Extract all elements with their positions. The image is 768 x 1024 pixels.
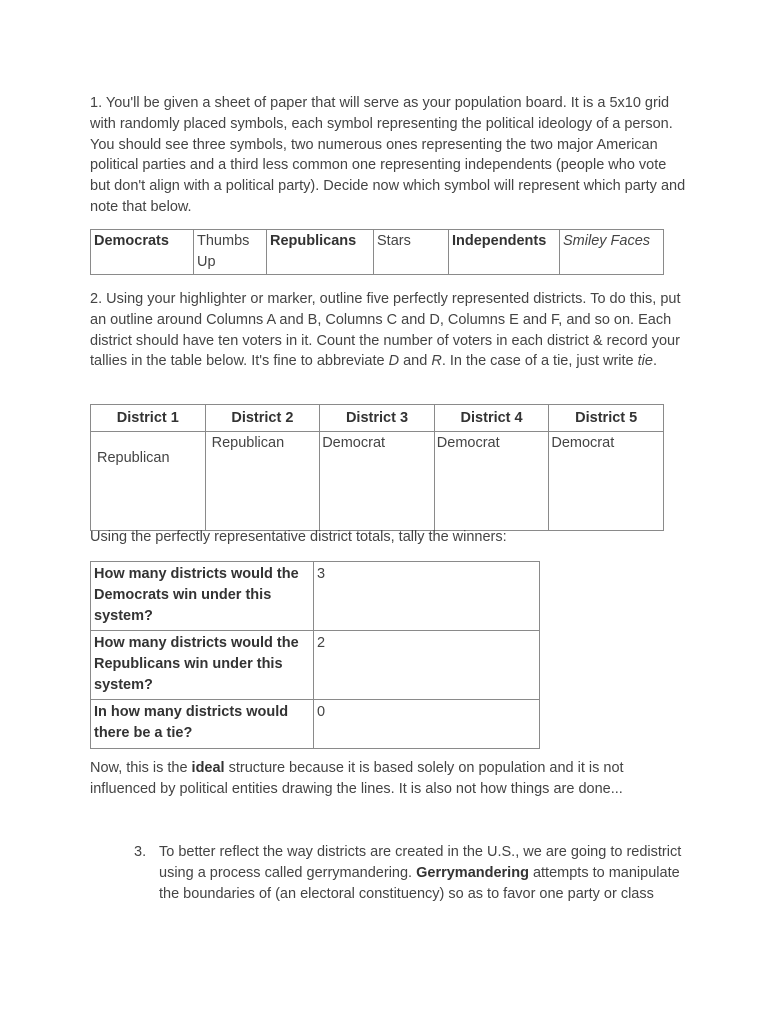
republicans-label: Republicans — [267, 230, 374, 275]
step-3-bold: Gerrymandering — [416, 864, 529, 881]
district-4-value: Democrat — [434, 432, 549, 531]
republicans-symbol: Stars — [374, 230, 449, 275]
step-2-instructions — [90, 289, 690, 372]
independents-label: Independents — [449, 230, 560, 275]
democrats-symbol: Thumbs Up — [194, 230, 267, 275]
ideal-bold: ideal — [191, 760, 225, 776]
independents-symbol: Smiley Faces — [560, 230, 664, 275]
step-3-text — [159, 842, 694, 904]
step-3-post: attempts to manipulate the boundaries of (an electoral constituency) so as to favor one party or class — [159, 864, 680, 902]
ideal-structure-note — [90, 758, 690, 800]
tally-question-ties: In how many districts would there be a tie? — [91, 700, 314, 749]
step-1-instructions: 1. You'll be given a sheet of paper that will serve as your population board. It is a 5x10 grid with randomly placed symbols, each symbol representing the political ideology of a person. You should see three symbols, two numerous ones representing the two major American political parties and a third less common one representing independents (people who vote but don't align with a political party). Decide now which symbol will represent which party and note that below. — [90, 95, 686, 215]
ideal-pre: Now, this is the — [90, 760, 192, 776]
step-2-tie: tie — [637, 353, 653, 370]
democrats-label: Democrats — [91, 230, 194, 275]
tally-answer-democrats: 3 — [314, 562, 540, 631]
party-symbol-table — [90, 229, 664, 275]
district-values-row — [91, 432, 664, 531]
step-2-end: . — [652, 353, 658, 370]
tally-row-republicans — [91, 631, 540, 700]
step-2-abbrev-r: R — [431, 353, 442, 370]
district-4-header: District 4 — [434, 405, 549, 432]
step-2-text-a: 2. Using your highlighter or marker, outline five perfectly represented districts. To do this, put an outline around Columns A and B, Columns C and D, Columns E and F, and so on. Each district should have ten voters in it. Count the number of voters in each district & record your tallies in the table below. It's fine to abbreviate — [90, 291, 681, 370]
tally-answer-republicans: 2 — [314, 631, 540, 700]
step-3-list-item — [134, 842, 694, 904]
step-3-pre: To better reflect the way districts are created in the U.S., we are going to redistrict using a process called gerrymandering. — [159, 844, 682, 881]
district-2-value: Republican — [205, 432, 320, 531]
district-results-table — [90, 404, 664, 531]
tally-row-ties — [91, 700, 540, 749]
ideal-post: structure because it is based solely on population and it is not influenced by political entities drawing the lines. It is also not how things are done... — [90, 760, 624, 797]
tally-row-democrats — [91, 562, 540, 631]
district-1-value: Republican — [91, 432, 206, 531]
step-2-text-b: . In the case of a tie, just write — [441, 353, 638, 370]
tally-intro: Using the perfectly representative district totals, tally the winners: — [90, 529, 507, 545]
tally-question-democrats: How many districts would the Democrats win under this system? — [91, 562, 314, 631]
district-3-value: Democrat — [320, 432, 435, 531]
step-3-number: 3. — [134, 844, 147, 860]
step-2-abbrev-d: D — [388, 353, 400, 370]
district-3-header: District 3 — [320, 405, 435, 432]
step-2-and: and — [399, 353, 432, 370]
district-header-row — [91, 405, 664, 432]
tally-answer-ties: 0 — [314, 700, 540, 749]
party-symbol-row — [91, 230, 664, 275]
district-2-header: District 2 — [205, 405, 320, 432]
tally-table — [90, 561, 540, 749]
district-1-header: District 1 — [91, 405, 206, 432]
district-5-value: Democrat — [549, 432, 664, 531]
district-5-header: District 5 — [549, 405, 664, 432]
tally-question-republicans: How many districts would the Republicans win under this system? — [91, 631, 314, 700]
